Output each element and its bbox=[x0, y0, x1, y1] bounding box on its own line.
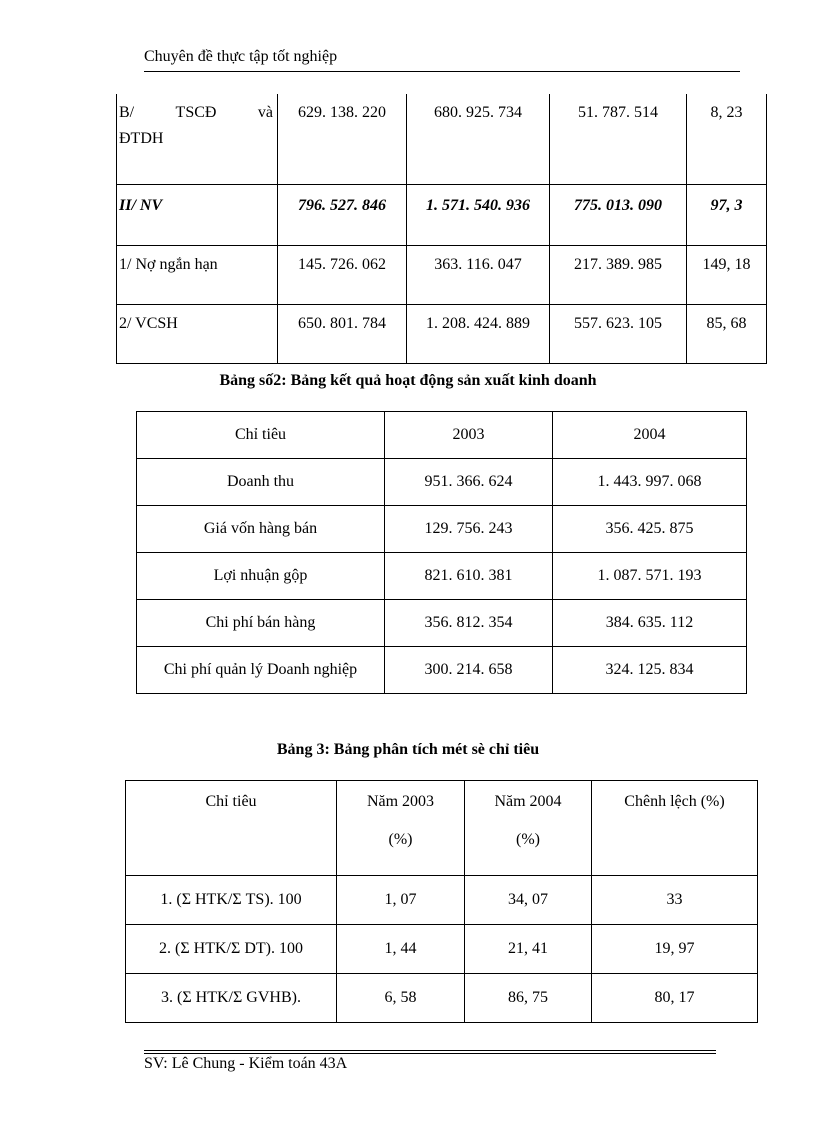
header-cell bbox=[337, 781, 465, 876]
cell: 34, 07 bbox=[465, 876, 592, 925]
header-cell: 2004 bbox=[553, 412, 747, 459]
table-row bbox=[126, 925, 758, 974]
cell: 19, 97 bbox=[592, 925, 758, 974]
table-row bbox=[137, 600, 747, 647]
cell: Lợi nhuận gộp bbox=[137, 553, 385, 600]
header-line: (%) bbox=[516, 831, 540, 848]
footer-rule bbox=[144, 1053, 716, 1054]
cell: 86, 75 bbox=[465, 974, 592, 1023]
cell: 1, 44 bbox=[337, 925, 465, 974]
row-label bbox=[117, 94, 278, 185]
balance-table-continued bbox=[116, 94, 767, 364]
header-line: (%) bbox=[388, 831, 413, 848]
cell: Chi phí quản lý Doanh nghiệp bbox=[137, 647, 385, 694]
label-part: TSCĐ bbox=[175, 104, 217, 121]
cell: Giá vốn hàng bán bbox=[137, 506, 385, 553]
cell: 300. 214. 658 bbox=[385, 647, 553, 694]
cell: 951. 366. 624 bbox=[385, 459, 553, 506]
table-row bbox=[126, 974, 758, 1023]
cell: 3. (Σ HTK/Σ GVHB). bbox=[126, 974, 337, 1023]
cell: 356. 425. 875 bbox=[553, 506, 747, 553]
cell: 1, 07 bbox=[337, 876, 465, 925]
footer-rule bbox=[144, 1050, 716, 1051]
label-part: và bbox=[257, 104, 273, 121]
business-results-table bbox=[136, 411, 747, 694]
cell: 1. 208. 424. 889 bbox=[407, 305, 550, 364]
cell: 2. (Σ HTK/Σ DT). 100 bbox=[126, 925, 337, 974]
header-cell: Chênh lệch (%) bbox=[592, 781, 758, 876]
page-header: Chuyên đề thực tập tốt nghiệp bbox=[144, 48, 338, 65]
table-row bbox=[137, 459, 747, 506]
cell: 1. 087. 571. 193 bbox=[553, 553, 747, 600]
table-row bbox=[117, 185, 767, 246]
cell: 1. 571. 540. 936 bbox=[407, 185, 550, 246]
cell: 821. 610. 381 bbox=[385, 553, 553, 600]
header-line: Năm 2004 bbox=[494, 793, 562, 810]
cell: 680. 925. 734 bbox=[407, 94, 550, 185]
cell: 33 bbox=[592, 876, 758, 925]
cell: 85, 68 bbox=[687, 305, 767, 364]
cell: 149, 18 bbox=[687, 246, 767, 305]
cell: Chi phí bán hàng bbox=[137, 600, 385, 647]
cell: 145. 726. 062 bbox=[278, 246, 407, 305]
table-row bbox=[117, 305, 767, 364]
cell: 1. 443. 997. 068 bbox=[553, 459, 747, 506]
cell: 775. 013. 090 bbox=[550, 185, 687, 246]
cell: 557. 623. 105 bbox=[550, 305, 687, 364]
header-cell bbox=[465, 781, 592, 876]
header-rule bbox=[144, 71, 740, 72]
cell: 324. 125. 834 bbox=[553, 647, 747, 694]
cell: 8, 23 bbox=[687, 94, 767, 185]
row-label: 1/ Nợ ngắn hạn bbox=[117, 246, 278, 305]
cell: 97, 3 bbox=[687, 185, 767, 246]
cell: Doanh thu bbox=[137, 459, 385, 506]
cell: 384. 635. 112 bbox=[553, 600, 747, 647]
table-row bbox=[137, 553, 747, 600]
table-row bbox=[137, 647, 747, 694]
cell: 21, 41 bbox=[465, 925, 592, 974]
cell: 356. 812. 354 bbox=[385, 600, 553, 647]
table-row bbox=[137, 506, 747, 553]
header-line: Năm 2003 bbox=[366, 793, 435, 810]
ratio-analysis-table bbox=[125, 780, 758, 1023]
row-label: 2/ VCSH bbox=[117, 305, 278, 364]
table-row bbox=[117, 246, 767, 305]
cell: 129. 756. 243 bbox=[385, 506, 553, 553]
header-cell: 2003 bbox=[385, 412, 553, 459]
table-header-row bbox=[137, 412, 747, 459]
table-row bbox=[117, 94, 767, 185]
header-cell: Chỉ tiêu bbox=[137, 412, 385, 459]
page-footer: SV: Lê Chung - Kiểm toán 43A bbox=[144, 1055, 348, 1072]
cell: 650. 801. 784 bbox=[278, 305, 407, 364]
label-part: ĐTDH bbox=[119, 130, 164, 147]
table3-caption: Bảng 3: Bảng phân tích mét sè chỉ tiêu bbox=[276, 741, 540, 758]
cell: 796. 527. 846 bbox=[278, 185, 407, 246]
cell: 1. (Σ HTK/Σ TS). 100 bbox=[126, 876, 337, 925]
header-cell: Chỉ tiêu bbox=[126, 781, 337, 876]
cell: 363. 116. 047 bbox=[407, 246, 550, 305]
row-label: II/ NV bbox=[117, 185, 278, 246]
cell: 6, 58 bbox=[337, 974, 465, 1023]
table-header-row bbox=[126, 781, 758, 876]
cell: 51. 787. 514 bbox=[550, 94, 687, 185]
cell: 217. 389. 985 bbox=[550, 246, 687, 305]
table-row bbox=[126, 876, 758, 925]
table2-caption: Bảng số2: Bảng kết quả hoạt động sản xuất kinh doanh bbox=[219, 372, 597, 389]
label-part: B/ bbox=[119, 104, 135, 121]
cell: 629. 138. 220 bbox=[278, 94, 407, 185]
cell: 80, 17 bbox=[592, 974, 758, 1023]
